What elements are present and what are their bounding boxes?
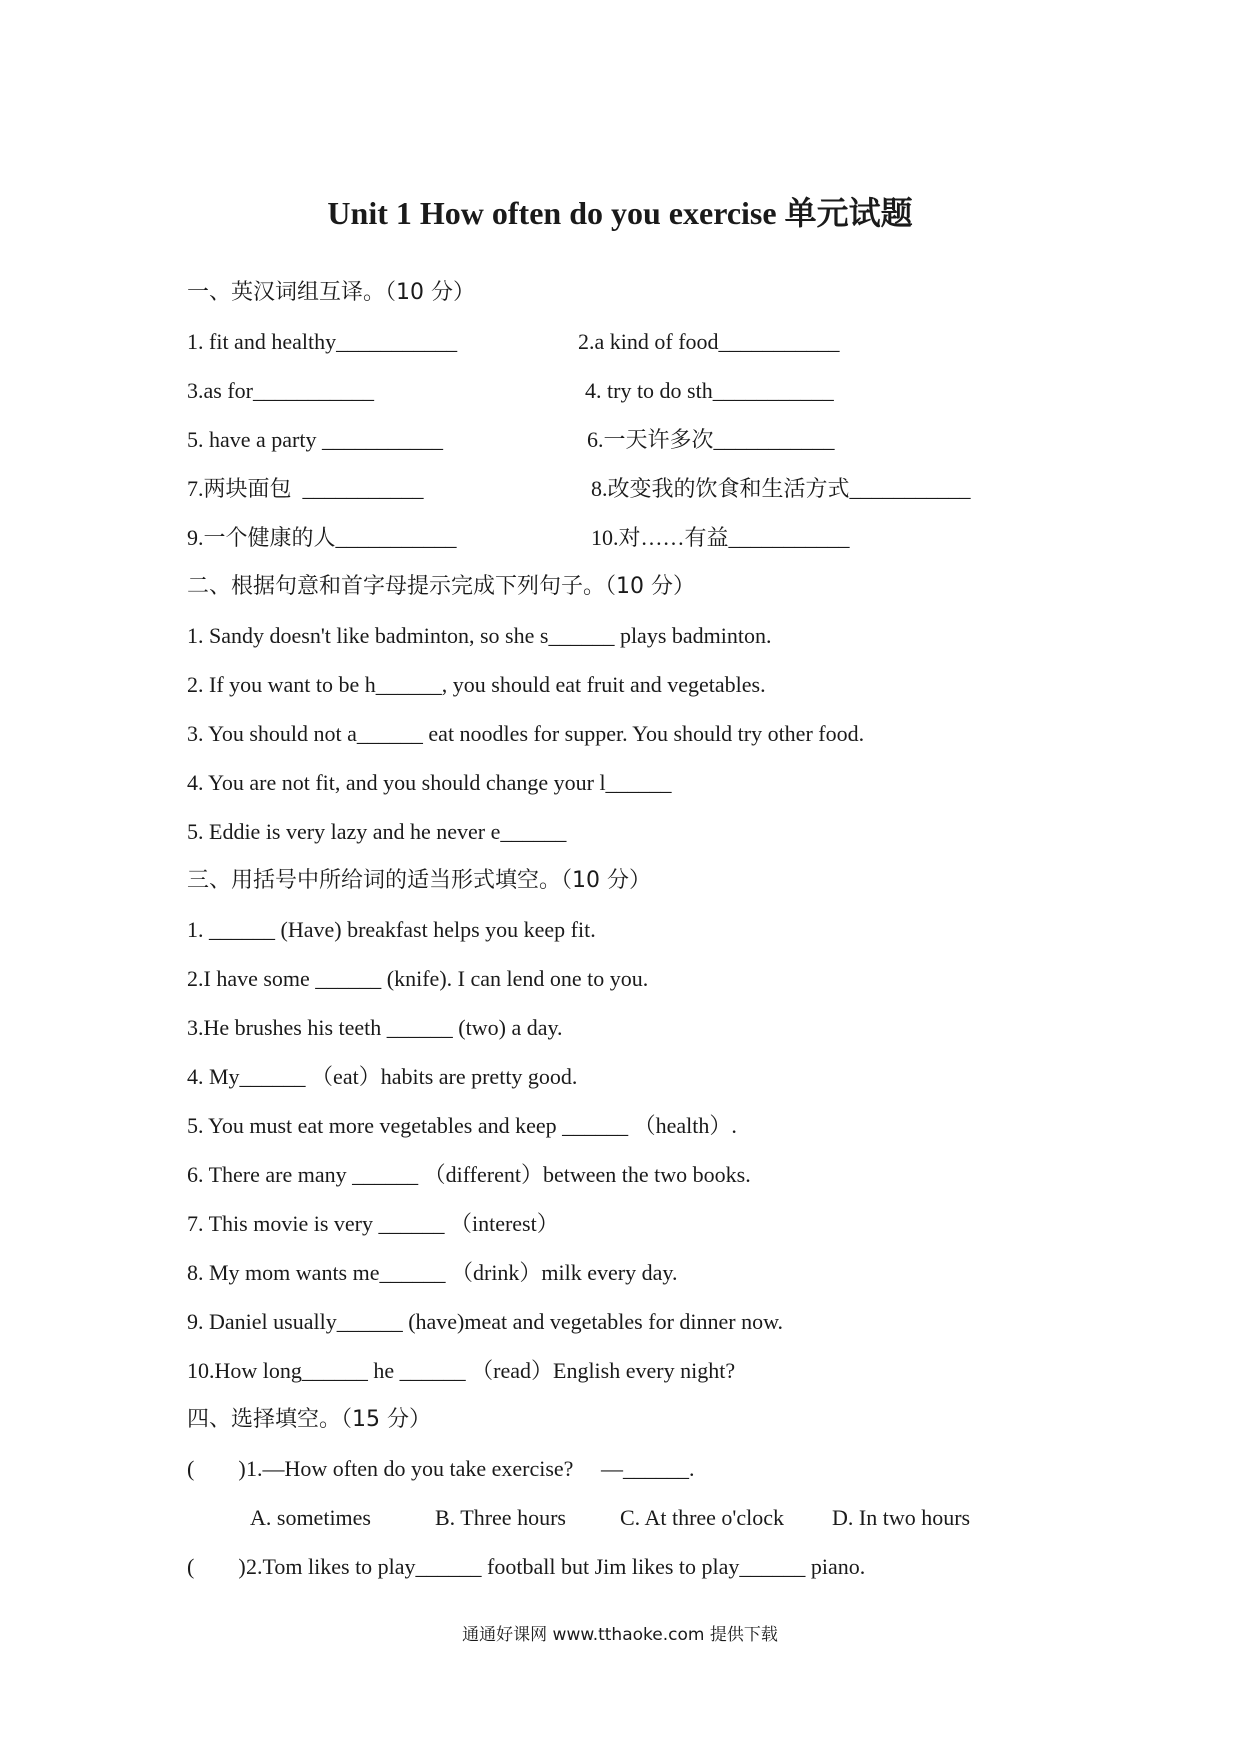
- section3-item: 4. My______ （eat）habits are pretty good.: [187, 1064, 578, 1089]
- section4-heading: 四、选择填空。（15 分）: [187, 1407, 431, 1432]
- section1-item: 10.对……有益___________: [591, 525, 850, 550]
- section1-item: 6.一天许多次___________: [587, 427, 835, 452]
- section1-item: 7.两块面包 ___________: [187, 476, 424, 501]
- question-text: 1.—How often do you take exercise? —______.: [246, 1456, 695, 1481]
- section1-heading: 一、英汉词组互译。（10 分）: [187, 280, 475, 305]
- section3-item: 3.He brushes his teeth ______ (two) a day.: [187, 1015, 563, 1040]
- section3-item: 10.How long______ he ______ （read）English every night?: [187, 1358, 736, 1383]
- section1-item: 4. try to do sth___________: [585, 378, 834, 403]
- footer-source: 通通好课网 www.tthaoke.com 提供下载: [462, 1625, 778, 1645]
- answer-bracket: ( ): [187, 1554, 246, 1579]
- question-text: 2.Tom likes to play______ football but Jim likes to play______ piano.: [246, 1554, 866, 1579]
- section1-item: 5. have a party ___________: [187, 427, 443, 452]
- section2-item: 5. Eddie is very lazy and he never e______: [187, 819, 567, 844]
- section1-item: 8.改变我的饮食和生活方式___________: [591, 476, 971, 501]
- option-b: B. Three hours: [435, 1505, 566, 1530]
- option-c: C. At three o'clock: [620, 1505, 785, 1530]
- section3-item: 8. My mom wants me______ （drink）milk every day.: [187, 1260, 678, 1285]
- section2-item: 3. You should not a______ eat noodles for supper. You should try other food.: [187, 721, 865, 746]
- option-d: D. In two hours: [832, 1505, 971, 1530]
- section2-item: 4. You are not fit, and you should change your l______: [187, 770, 672, 795]
- section3-item: 1. ______ (Have) breakfast helps you keep fit.: [187, 917, 596, 942]
- section2-item: 2. If you want to be h______, you should eat fruit and vegetables.: [187, 672, 766, 697]
- section3-item: 5. You must eat more vegetables and keep ______ （health）.: [187, 1113, 737, 1138]
- section2-heading: 二、根据句意和首字母提示完成下列句子。（10 分）: [187, 574, 695, 599]
- section3-item: 7. This movie is very ______ （interest）: [187, 1211, 559, 1236]
- section1-item: 3.as for___________: [187, 378, 374, 403]
- section2-item: 1. Sandy doesn't like badminton, so she s______ plays badminton.: [187, 623, 772, 648]
- page-title: Unit 1 How often do you exercise 单元试题: [327, 195, 913, 231]
- section3-item: 9. Daniel usually______ (have)meat and vegetables for dinner now.: [187, 1309, 784, 1334]
- section1-item: 2.a kind of food___________: [578, 329, 840, 354]
- option-a: A. sometimes: [250, 1505, 371, 1530]
- section1-item: 9.一个健康的人___________: [187, 525, 457, 550]
- section1-item: 1. fit and healthy___________: [187, 329, 458, 354]
- section3-item: 6. There are many ______ （different）between the two books.: [187, 1162, 751, 1187]
- section3-heading: 三、用括号中所给词的适当形式填空。（10 分）: [187, 868, 651, 893]
- section3-item: 2.I have some ______ (knife). I can lend one to you.: [187, 966, 649, 991]
- answer-bracket: ( ): [187, 1456, 246, 1481]
